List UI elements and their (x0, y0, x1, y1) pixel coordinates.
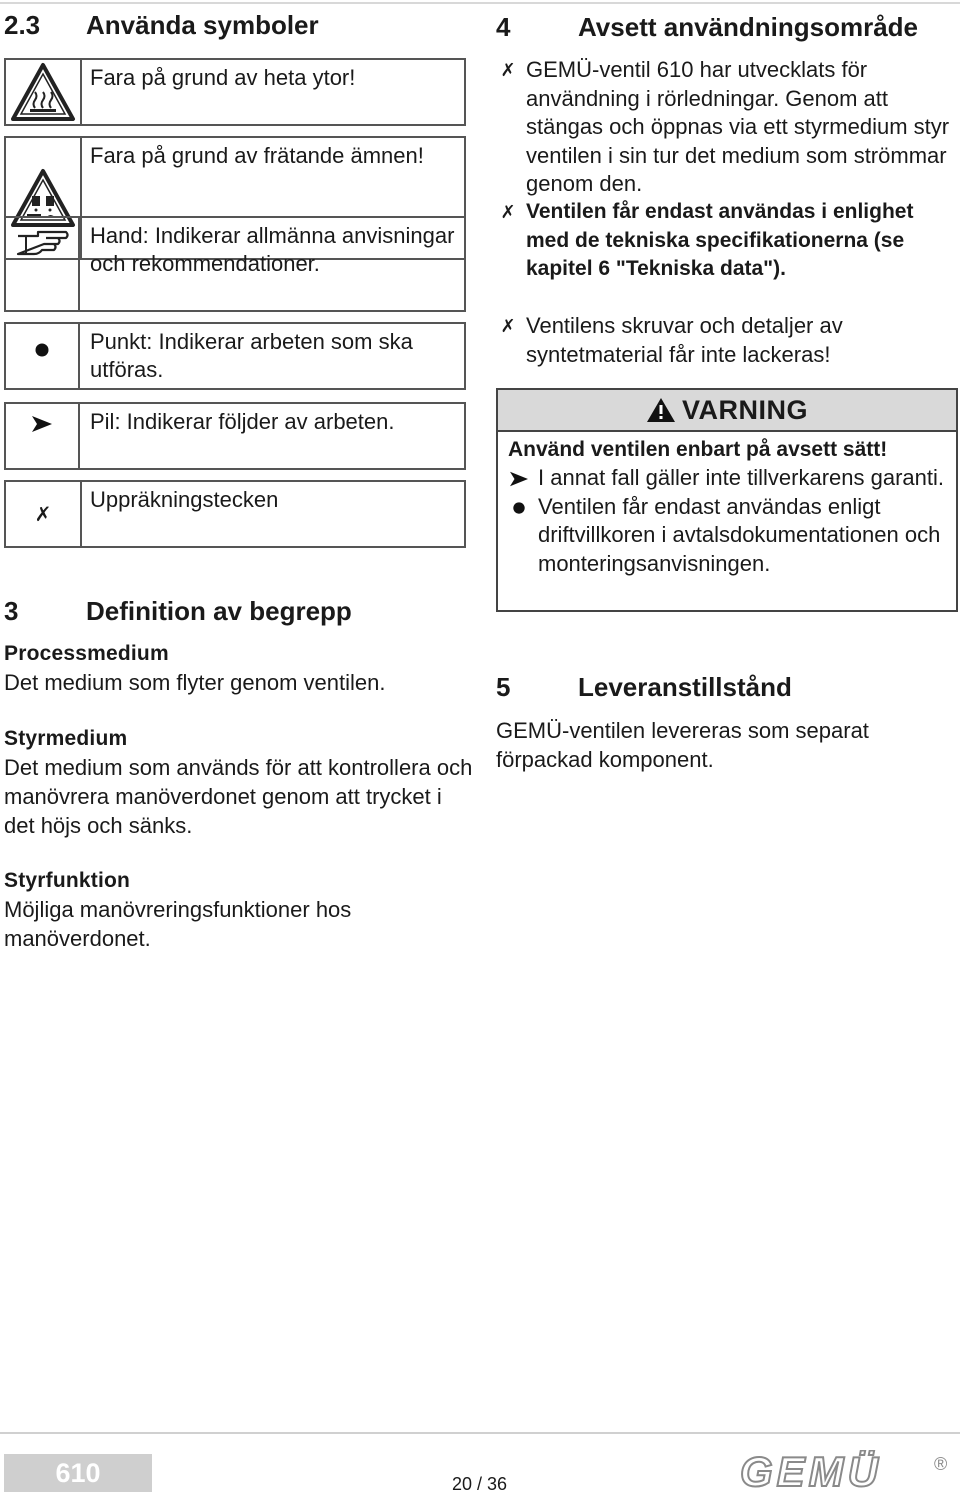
section-4-heading (496, 12, 918, 42)
list-item-text: Ventilens skruvar och detaljer av syntetmaterial får inte lackeras! (526, 313, 843, 367)
section-number: 5 (496, 672, 511, 702)
symbol-row (4, 480, 466, 548)
check-bullet-icon: ✗ (500, 202, 516, 222)
section-title: Använda symboler (86, 10, 319, 40)
warning-header (498, 390, 956, 432)
usage-list-item (500, 56, 952, 199)
symbol-description: Pil: Indikerar följder av arbeten. (90, 409, 395, 434)
warning-body (508, 436, 948, 578)
check-bullet-icon: ✗ (500, 316, 516, 336)
term-definition: Det medium som används för att kontrollera och manövrera manöverdonet genom att trycket i det höjs och sänks. (4, 755, 473, 838)
check-bullet-icon: ✗ (6, 482, 82, 546)
symbol-description: Fara på grund av frätande ämnen! (90, 143, 424, 168)
section-5-heading (496, 672, 792, 702)
action-text: Ventilen får endast användas enligt driftvillkoren i avtalsdokumentationen och monteringsanvisningen. (538, 493, 941, 576)
model-number: 610 (4, 1454, 152, 1492)
term-heading: Styrfunktion (4, 869, 131, 892)
warning-consequence (508, 464, 948, 493)
hot-surface-warning-icon (6, 60, 82, 124)
pointing-hand-icon (6, 218, 80, 310)
usage-list-item (500, 312, 952, 369)
arrow-bullet-icon (6, 404, 80, 468)
warning-box (496, 388, 958, 612)
term-heading: Styrmedium (4, 727, 128, 750)
term-heading: Processmedium (4, 642, 169, 665)
dot-bullet-icon (6, 324, 80, 388)
warning-label: VARNING (681, 394, 808, 425)
symbol-row (4, 402, 466, 470)
section-number: 4 (496, 12, 511, 42)
symbol-row (4, 322, 466, 390)
section-title: Definition av begrepp (86, 596, 352, 626)
dot-bullet-icon (508, 493, 530, 523)
logo-text: GEMÜ (740, 1450, 882, 1492)
term-definition: Möjliga manövreringsfunktioner hos manöverdonet. (4, 897, 352, 951)
delivery-text: GEMÜ-ventilen levereras som separat förpackad komponent. (496, 718, 869, 772)
footer-rule (0, 1432, 960, 1434)
symbol-description: Hand: Indikerar allmänna anvisningar och rekommendationer. (90, 223, 455, 276)
symbol-description: Fara på grund av heta ytor! (90, 65, 356, 90)
top-rule (0, 2, 960, 4)
warning-triangle-icon (646, 397, 676, 423)
consequence-text: I annat fall gäller inte tillverkarens garanti. (538, 465, 944, 490)
list-item-text: Ventilen får endast användas i enlighet med de tekniska specifikationerna (se kapitel 6 "Tekniska data"). (526, 200, 914, 280)
symbol-row (4, 216, 466, 312)
list-item-text: GEMÜ-ventil 610 har utvecklats för användning i rörledningar. Genom att stängas och öppnas via ett styrmedium styr ventilen i sin tur det medium som strömmar genom den. (526, 57, 950, 196)
section-2-3-heading (4, 10, 319, 40)
term-definition: Det medium som flyter genom ventilen. (4, 670, 386, 695)
usage-list-item (500, 198, 926, 284)
section-title: Avsett användningsområde (578, 12, 919, 42)
section-title: Leveranstillstånd (578, 672, 792, 702)
warning-statement: Använd ventilen enbart på avsett sätt! (508, 438, 888, 461)
section-number: 2.3 (4, 10, 41, 40)
registered-mark: ® (934, 1454, 948, 1474)
check-bullet-icon: ✗ (500, 60, 516, 80)
warning-action (508, 493, 948, 579)
symbol-description: Punkt: Indikerar arbeten som ska utföras. (90, 329, 413, 382)
symbol-description: Uppräkningstecken (90, 487, 279, 512)
section-number: 3 (4, 596, 19, 626)
symbol-row (4, 58, 466, 126)
page-number: 20 / 36 (452, 1474, 508, 1494)
arrow-bullet-icon (508, 464, 530, 496)
gemu-logo (736, 1450, 956, 1492)
section-3-heading (4, 596, 352, 626)
